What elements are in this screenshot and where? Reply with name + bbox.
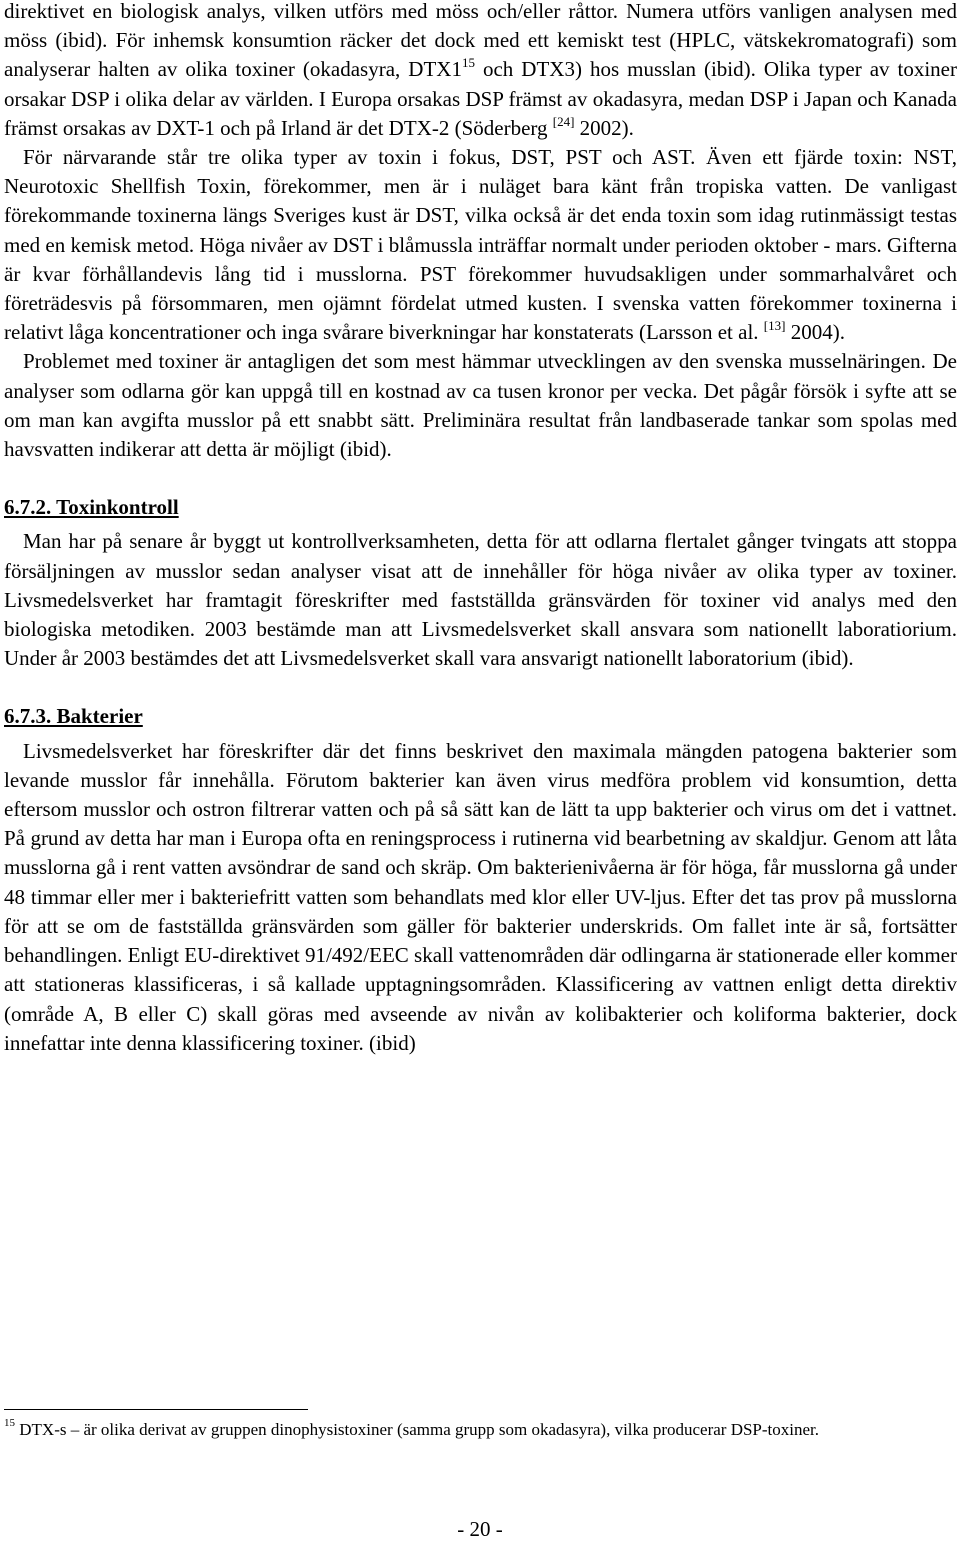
paragraph-dsp-analysis [4,0,957,143]
footnote [4,1417,957,1443]
citation-reference: [13] [763,318,786,334]
page-number: - 20 - [457,1517,503,1541]
footnote-divider [4,1409,308,1410]
text-run: Även ett fjärde toxin: NST, Neurotoxic Shellfish Toxin, förekommer, men är i nuläget bara känt från tropiska vatten. De vanligast förekommande toxinerna längs Sveriges kust är DST, vilka också är det enda toxin som idag rutinmässigt testas med en kemisk metod. Höga nivåer av DST i blåmussla inträffar normalt under perioden oktober - mars. Gifterna är kvar förhållandevis lång tid i musslorna. PST förekommer huvudsakligen under sommarhalvåret och företrädesvis på försommaren, men ojämnt fördelat utmed kusten. I svenska vatten förekommer toxinerna i relativt låga koncentrationer och inga svårare biverkningar har konstaterats (Larsson et al. [4,145,957,345]
text-run: I Europa orsakas DSP främst av okadasyra, medan DSP i Japan och Kanada främst orsakas av DXT-1 och på Irland är det DTX-2 (Söderberg [4,86,957,140]
footnote-marker: 15 [4,1417,15,1430]
text-run: Olika typer av toxiner orsakar DSP i olika delar av världen. [4,57,957,111]
body-text [4,0,957,1058]
section-heading-bakterier: 6.7.3. Bakterier [4,704,143,729]
paragraph-toxinkontroll: Man har på senare år byggt ut kontrollverksamheten, detta för att odlarna flertalet gånger tvingats att stoppa försäljningen av musslor sedan analyser visat att de innehåller för höga nivåer av olika typer av toxiner. Livsmedelsverket har framtagit föreskrifter med fastställda gränsvärden för toxiner vid analys med den biologiska metodiken. 2003 bestämde man att Livsmedelsverket skall ansvara som nationellt laboratiorium. Under år 2003 bestämdes det att Livsmedelsverket skall vara ansvarigt nationellt laboratorium (ibid). [4,529,957,671]
text-run: 2002). [574,115,634,140]
footnote-reference: 15 [461,55,475,71]
text-run: och DTX3) hos musslan (ibid). [474,57,764,82]
paragraph-bakterier: Livsmedelsverket har föreskrifter där det finns beskrivet den maximala mängden patogena bakterier som levande musslor får innehålla. Förutom bakterier kan även virus medföra problem vid konsumtion, detta eftersom musslor och ostron filtrerar vatten och på så sätt kan de lätt ta upp bakterier och virus om det i vattnet. På grund av detta har man i Europa ofta en reningsprocess i rutinerna vid bearbetning av skaldjur. Genom att låta musslorna gå i rent vatten avsöndrar de sand och skräp. Om bakterienivåerna är för höga, får musslorna gå under 48 timmar eller mer i bakteriefritt vatten som behandlats med klor eller UV-ljus. Efter det tas prov på musslorna för att se om de fastställda gränsvärden som gäller för bakterier underskrids. Om fallet inte är så, fortsätter behandlingen. Enligt EU-direktivet 91/492/EEC skall vattenområden där odlingarna är stationerade eller kommer att stationeras klassificeras, i så kallade upptagningsområden. Klassificering av vattnen enligt detta direktiv (område A, B eller C) skall göras med avseende av nivån av kolibakterier och koliforma bakterier, dock innefattar inte denna klassificering toxiner. (ibid) [4,738,957,1055]
text-run: För inhemsk konsumtion räcker det dock med ett kemiskt test (HPLC, vätskekromatografi) som analyserar halten av olika toxiner (okadasyra, DTX1 [4,28,958,82]
footnote-text: DTX-s – är olika derivat av gruppen dinophysistoxiner (samma grupp som okadasyra), vilka producerar DSP-toxiner. [15,1420,820,1439]
paragraph-toxin-problem: Problemet med toxiner är antagligen det som mest hämmar utvecklingen av den svenska musselnäringen. De analyser som odlarna gör kan uppgå till en kostnad av ca tusen kronor per vecka. Det pågår försök i syfte att se om man kan avgifta musslor på ett snabbt sätt. Preliminära resultat från landbaserade tankar som spolas med havsvatten indikerar att detta är möjligt (ibid). [4,349,957,462]
paragraph-toxin-types [4,143,957,347]
text-run: För närvarande står tre olika typer av toxin i fokus, DST, PST och AST. [23,145,707,170]
text-run: direktivet en biologisk analys, vilken utförs med möss och/eller råttor. Numera utförs vanligen analysen med möss (ibid). [4,0,957,53]
section-heading-toxinkontroll: 6.7.2. Toxinkontroll [4,495,179,520]
text-run: 2004). [785,320,845,345]
citation-reference: [24] [552,113,575,129]
